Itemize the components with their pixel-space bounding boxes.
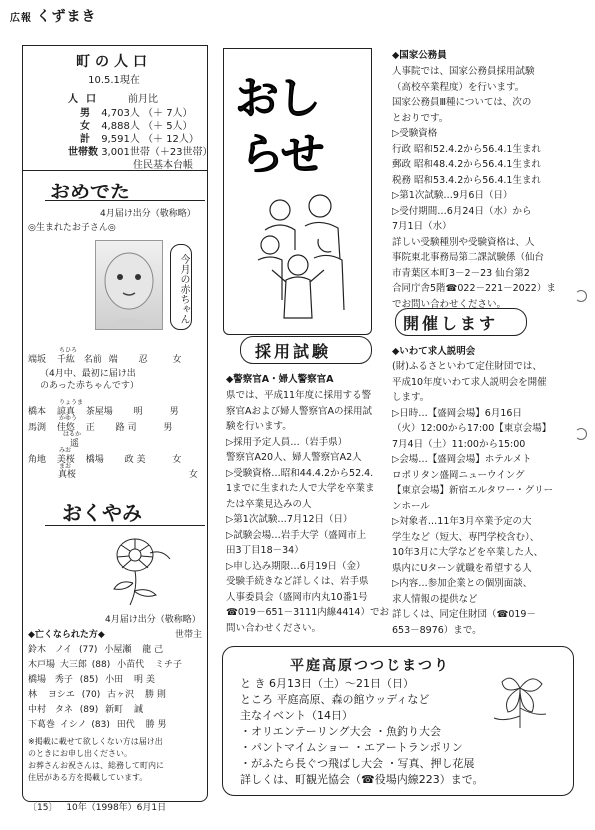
obit-hh: 勝 男 bbox=[145, 720, 167, 730]
text-line: ▷採用予定人員…（岩手県） bbox=[226, 436, 348, 448]
chrysanthemum-illustration bbox=[100, 533, 180, 612]
birth-child: 美桜 bbox=[56, 455, 75, 465]
obit-area: 木戸場 bbox=[28, 660, 56, 670]
text-line: 市青葉区本町3－2－23 仙台第2 bbox=[392, 267, 530, 279]
text-line: します。 bbox=[392, 392, 430, 403]
text-line: 人事院では、国家公務員採用試験 bbox=[392, 66, 535, 77]
obituary-header-right: 世帯主 bbox=[175, 630, 203, 640]
pop-change: （＋ 12人） bbox=[143, 134, 199, 145]
birth-child: 真桜 bbox=[58, 470, 77, 480]
text-line: 詳しくは、同定住財団（☎019－ bbox=[392, 609, 536, 620]
text-line: (財)ふるさといわて定住財団では、 bbox=[392, 361, 542, 372]
text-line: 求人情報の提供など bbox=[392, 593, 478, 605]
text-line: ところ 平庭高原、森の館ウッディなど bbox=[240, 693, 430, 706]
birth-parent: 路 司 bbox=[115, 423, 137, 433]
obit-age: (83) bbox=[91, 720, 110, 730]
parent-area: 端 bbox=[108, 355, 118, 365]
obit-name: 大三郎 bbox=[59, 660, 87, 670]
text-line: ロポリタン盛岡ニューウイング bbox=[392, 469, 525, 481]
obituary-row bbox=[28, 672, 155, 685]
text-line: ▷受験資格…昭和44.4.2から52.4. bbox=[226, 467, 374, 479]
oshirase-title: らせ bbox=[240, 129, 323, 180]
birth-gender: 女 bbox=[188, 470, 198, 480]
birth-caption: （4月中、最初に届け出 bbox=[40, 369, 136, 379]
birth-area: 橋本 bbox=[28, 407, 47, 417]
birth-parent: 政 美 bbox=[124, 455, 146, 465]
obit-area: 中村 bbox=[28, 705, 47, 715]
birth-child: 諒真 bbox=[56, 407, 75, 417]
text-line: ▷日時…【盛岡会場】6月16日 bbox=[392, 407, 522, 419]
text-line: ▷試験会場…岩手大学（盛岡市上 bbox=[226, 529, 367, 541]
text-line: ▷第1次試験…9月6日（日） bbox=[392, 190, 513, 201]
baby-name: 千紘 bbox=[56, 355, 75, 365]
obit-hh-area: 古ヶ沢 bbox=[107, 690, 135, 700]
masthead bbox=[10, 6, 96, 26]
birth-gender: 女 bbox=[172, 455, 182, 465]
text-line: ▷会場…【盛岡会場】ホテルメト bbox=[392, 454, 532, 465]
text-line: と き 6月13日（土）～21日（日） bbox=[240, 677, 414, 690]
parent-name: 忍 bbox=[138, 355, 148, 365]
birth-child: 佳悠 bbox=[56, 423, 75, 433]
divider bbox=[45, 525, 205, 526]
population-date: 10.5.1現在 bbox=[88, 75, 140, 86]
text-line: 田3丁目18－34） bbox=[226, 545, 304, 556]
baby-ruby: ちひろ bbox=[59, 347, 78, 354]
birth-row bbox=[28, 420, 172, 433]
notice-line: お葬さんお祝さんは、総務して町内に bbox=[28, 761, 164, 770]
birth-parent-area: 正 bbox=[85, 423, 95, 433]
issue-date: 10年（1998年）6月1日 bbox=[66, 803, 167, 813]
birth-subtitle: 4月届け出分（敬称略） bbox=[100, 209, 196, 219]
text-line: 653－8976）まで。 bbox=[392, 624, 482, 636]
birth-caption: のあった赤ちゃんです） bbox=[40, 381, 139, 391]
birth-parent-area: 茶屋場 bbox=[85, 407, 113, 417]
pop-count: 4,888人 bbox=[101, 121, 140, 132]
text-line: でお問い合わせください。 bbox=[392, 298, 507, 310]
birth-gender: 男 bbox=[163, 423, 173, 433]
obituary-notice bbox=[28, 736, 206, 784]
text-line: ▷内容…参加企業との個別面談、 bbox=[392, 578, 533, 589]
recruit-title: 採用試験 bbox=[255, 342, 332, 361]
text-line: ・パントマイムショー ・エアートランポリン bbox=[240, 741, 463, 754]
page-footer bbox=[28, 800, 166, 813]
text-line: 察官Aおよび婦人警察官Aの採用試 bbox=[226, 405, 372, 417]
obit-age: (85) bbox=[79, 675, 99, 685]
divider bbox=[22, 170, 208, 171]
obit-area: 林 bbox=[28, 690, 38, 700]
text-line: ▷対象者…11年3月卒業予定の大 bbox=[392, 516, 532, 527]
pop-count: 4,703人 bbox=[101, 108, 140, 119]
text-line: 1までに生まれた人で大学を卒業ま bbox=[226, 483, 375, 494]
text-line: 事院東北事務局第二課試験係（仙台 bbox=[392, 252, 545, 263]
festival-body bbox=[240, 676, 483, 788]
text-line: 【東京会場】新宿エルタワー・グリー bbox=[392, 485, 554, 496]
population-label: 人口 bbox=[68, 94, 104, 105]
events-title: 開催します bbox=[403, 314, 499, 333]
text-line: （高校卒業程度）を行います。 bbox=[392, 81, 525, 93]
masthead-name: くずまき bbox=[36, 9, 97, 25]
binding-hole-icon bbox=[575, 290, 587, 302]
obituary-subtitle: 4月届け出分（敬称略） bbox=[105, 615, 201, 625]
obituary-row bbox=[28, 687, 166, 700]
text-line: 問い合わせください。 bbox=[226, 622, 322, 634]
text-line: ▷受験資格 bbox=[392, 128, 438, 139]
text-line: たは卒業見込みの人 bbox=[226, 498, 312, 510]
obit-age: (77) bbox=[78, 645, 98, 655]
azalea-illustration bbox=[482, 668, 557, 742]
obituary-row bbox=[28, 657, 182, 670]
obit-hh-area: 田代 bbox=[116, 720, 135, 730]
civil-heading: ◆国家公務員 bbox=[392, 50, 447, 61]
obit-name: ノイ bbox=[54, 645, 73, 655]
recruit-heading: ◆警察官A・婦人警察官A bbox=[226, 374, 334, 385]
birth-ruby: はるか bbox=[63, 431, 82, 438]
name-label: 名前 bbox=[83, 355, 102, 365]
obit-area: 鈴木 bbox=[28, 645, 47, 655]
divider bbox=[45, 200, 205, 201]
baby-photo bbox=[95, 240, 163, 330]
text-line: ・がふたら長ぐつ飛ばし大会 ・写真、押し花展 bbox=[240, 757, 475, 770]
oshirase-title: おし bbox=[235, 73, 319, 124]
notice-line: のときにお申し出ください。 bbox=[28, 749, 132, 758]
text-line: 人事委員会（盛岡市内丸10番1号 bbox=[226, 591, 368, 603]
birth-parent: 明 bbox=[133, 407, 143, 417]
birth-ruby: かゆう bbox=[59, 415, 78, 422]
binding-hole-icon bbox=[575, 428, 587, 440]
text-line: ▷申し込み期限…6月19日（金） bbox=[226, 560, 366, 572]
pop-count: 9,591人 bbox=[101, 134, 140, 145]
text-line: 詳しくは、町観光協会（☎役場内線223）まで。 bbox=[240, 773, 484, 786]
population-title: 町の人口 bbox=[76, 54, 152, 70]
text-line: 郵政 昭和48.4.2から56.4.1生まれ bbox=[392, 159, 541, 170]
obituary-row bbox=[28, 717, 167, 730]
birth-child: 遥 bbox=[70, 439, 80, 449]
pop-change: （＋ 5人） bbox=[143, 121, 193, 132]
text-line: 7月4日（土）11:00から15:00 bbox=[392, 438, 526, 450]
text-line: 合同庁舎5階☎022－221－2022）ま bbox=[392, 283, 556, 294]
obituary-row bbox=[28, 642, 163, 655]
birth-area: 角地 bbox=[28, 455, 47, 465]
obituary-header-left: ◆亡くなられた方◆ bbox=[28, 630, 105, 640]
text-line: とおりです。 bbox=[392, 112, 449, 124]
text-line: （火）12:00から17:00【東京会場】 bbox=[392, 423, 552, 434]
text-line: 県内にUターン就職を希望する人 bbox=[392, 562, 532, 574]
birth-gender: 男 bbox=[169, 407, 179, 417]
birth-ruby: りょうま bbox=[59, 399, 84, 406]
notice-line: ※掲載に載せて欲しくない方は届け出 bbox=[28, 737, 163, 746]
obit-name: イシノ bbox=[59, 720, 87, 730]
text-line: 国家公務員Ⅲ種については、次の bbox=[392, 97, 532, 108]
birth-title: おめでた bbox=[50, 181, 130, 202]
birth-area: 馬渕 bbox=[28, 423, 47, 433]
obit-name: タネ bbox=[54, 705, 73, 715]
birth-legend: ◎生まれたお子さん◎ bbox=[28, 223, 116, 233]
baby-of-month-badge: 今月の赤ちゃん bbox=[170, 244, 192, 330]
obit-hh: 明 美 bbox=[134, 675, 155, 685]
text-line: 税務 昭和53.4.2から56.4.1生まれ bbox=[392, 174, 541, 186]
festival-title: 平庭高原つつじまつり bbox=[290, 658, 450, 674]
text-line: ンホール bbox=[392, 500, 430, 512]
pop-label: 男 bbox=[80, 108, 90, 119]
featured-baby-row bbox=[28, 352, 181, 365]
obituary-row bbox=[28, 702, 143, 715]
birth-parent-area: 橋場 bbox=[85, 455, 104, 465]
birth-ruby: まお bbox=[59, 463, 72, 470]
obit-hh-area: 小屋瀬 bbox=[104, 645, 132, 655]
gender: 女 bbox=[172, 355, 182, 365]
households-label: 世帯数 bbox=[68, 147, 98, 158]
obit-hh: 龍 己 bbox=[142, 645, 164, 655]
family-illustration bbox=[250, 190, 350, 324]
text-line: ☎019－651－3111内線4414）でお bbox=[226, 607, 389, 618]
text-line: 10年3月に大学などを卒業した人、 bbox=[392, 547, 544, 558]
obit-area: 橋場 bbox=[28, 675, 47, 685]
text-line: 主なイベント（14日） bbox=[240, 709, 353, 722]
obit-name: 秀子 bbox=[54, 675, 73, 685]
pop-change: （＋ 7人） bbox=[143, 108, 193, 119]
households-value: 3,001世帯（＋23世帯） bbox=[101, 147, 213, 158]
obit-hh-area: 小田 bbox=[105, 675, 124, 685]
text-line: 平成10年度いわて求人説明会を開催 bbox=[392, 376, 547, 388]
text-line: ▷第1次試験…7月12日（日） bbox=[226, 514, 353, 525]
obit-name: ヨシエ bbox=[47, 690, 75, 700]
notice-line: 住居がある方を掲載しています。 bbox=[28, 773, 148, 782]
baby-area: 端坂 bbox=[28, 355, 47, 365]
pop-label: 女 bbox=[80, 121, 90, 132]
obituary-title: おくやみ bbox=[62, 501, 142, 525]
text-line: 学生など（短大、専門学校含む）、 bbox=[392, 531, 540, 543]
recruit-body bbox=[226, 388, 389, 636]
text-line: ▷受付期間…6月24日（水）から bbox=[392, 205, 532, 217]
birth-ruby: みお bbox=[59, 447, 72, 454]
obit-age: (70) bbox=[81, 690, 101, 700]
events-heading: ◆いわて求人説明会 bbox=[392, 346, 476, 357]
text-line: 県では、平成11年度に採用する警 bbox=[226, 390, 372, 401]
birth-row bbox=[58, 467, 198, 480]
pop-label: 計 bbox=[80, 134, 90, 145]
text-line: 7月1日（水） bbox=[392, 221, 452, 232]
text-line: 詳しい受験種別や受験資格は、人 bbox=[392, 236, 535, 248]
masthead-prefix: 広報 bbox=[10, 13, 32, 24]
obit-area: 下葛巻 bbox=[28, 720, 56, 730]
civil-body bbox=[392, 64, 556, 312]
obit-hh-area: 新町 bbox=[105, 705, 124, 715]
obit-hh-area: 小苗代 bbox=[117, 660, 145, 670]
page-number: 〔15〕 bbox=[28, 803, 58, 813]
obit-age: (89) bbox=[79, 705, 99, 715]
birth-row bbox=[28, 452, 181, 465]
obit-hh: ミチ子 bbox=[155, 660, 183, 670]
events-body bbox=[392, 359, 553, 638]
text-line: 験を行います。 bbox=[226, 421, 292, 432]
population-col-header: 前月比 bbox=[128, 94, 158, 105]
text-line: 行政 昭和52.4.2から56.4.1生まれ bbox=[392, 143, 541, 155]
text-line: 受験手続きなど詳しくは、岩手県 bbox=[226, 576, 369, 587]
text-line: ・オリエンテーリング大会 ・魚釣り大会 bbox=[240, 725, 442, 738]
obit-age: (88) bbox=[91, 660, 111, 670]
obit-hh: 勝 則 bbox=[145, 690, 166, 700]
population-box bbox=[22, 45, 206, 86]
birth-row bbox=[28, 404, 179, 417]
text-line: 警察官A20人、婦人警察官A2人 bbox=[226, 452, 362, 463]
obit-hh: 誠 bbox=[134, 705, 144, 715]
population-source: 住民基本台帳 bbox=[133, 160, 193, 171]
